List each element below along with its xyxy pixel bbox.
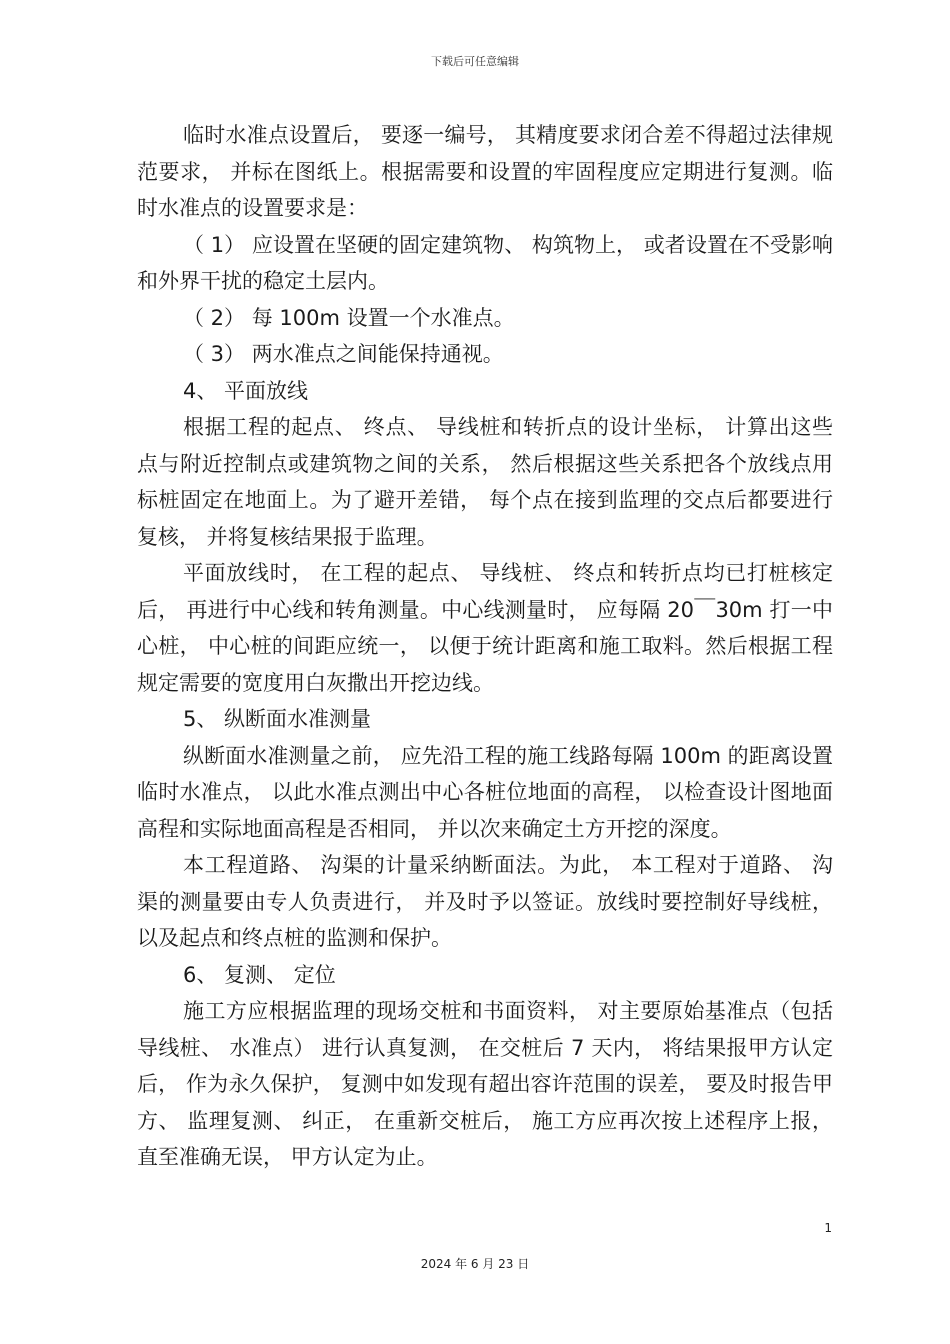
- paragraph-benchmark-setup: 临时水准点设置后， 要逐一编号， 其精度要求闭合差不得超过法律规范要求， 并标在图纸上。根据需要和设置的牢固程度应定期进行复测。临时水准点的设置要求是：: [137, 123, 833, 220]
- page-header: 下载后可任意编辑: [431, 55, 519, 68]
- list-item-2: （ 2） 每 100m 设置一个水准点。: [183, 305, 515, 330]
- page-number: 1: [824, 1221, 832, 1235]
- section-heading-6: 6、 复测、 定位: [183, 962, 336, 987]
- page-footer-date: 2024 年 6 月 23 日: [420, 1257, 530, 1271]
- list-item-1: （ 1） 应设置在坚硬的固定建筑物、 构筑物上， 或者设置在不受影响和外界干扰的稳定土层内。: [137, 232, 833, 293]
- paragraph-resurvey: 施工方应根据监理的现场交桩和书面资料， 对主要原始基准点（包括导线桩、 水准点） 进行认真复测， 在交桩后 7 天内， 将结果报甲方认定后， 作为永久保护， 复测中如发现有超出容许范围的误差， 要及时报告甲方、 监理复测、 纠正， 在重新交桩后， 施工方应再次按上述程序上报， 直至准确无误， 甲方认定为止。: [137, 999, 833, 1169]
- paragraph-measurement-method: 本工程道路、 沟渠的计量采纳断面法。为此， 本工程对于道路、 沟渠的测量要由专人负责进行， 并及时予以签证。放线时要控制好导线桩， 以及起点和终点桩的监测和保护。: [137, 853, 833, 950]
- section-heading-4: 4、 平面放线: [183, 378, 309, 403]
- paragraph-plan-layout: 根据工程的起点、 终点、 导线桩和转折点的设计坐标， 计算出这些点与附近控制点或建筑物之间的关系， 然后根据这些关系把各个放线点用标桩固定在地面上。为了避开差错， 每个点在接到监理的交点后都要进行复核， 并将复核结果报于监理。: [137, 415, 833, 549]
- paragraph-profile-leveling: 纵断面水准测量之前， 应先沿工程的施工线路每隔 100m 的距离设置临时水准点， 以此水准点测出中心各桩位地面的高程， 以检查设计图地面高程和实际地面高程是否相同， 并以次来确定土方开挖的深度。: [137, 743, 833, 841]
- section-heading-5: 5、 纵断面水准测量: [183, 707, 372, 731]
- paragraph-centerline-survey: 平面放线时， 在工程的起点、 导线桩、 终点和转折点均已打桩核定后， 再进行中心线和转角测量。中心线测量时， 应每隔 20￣30m 打一中心桩， 中心桩的间距应统一， 以便于统计距离和施工取料。然后根据工程规定需要的宽度用白灰撒出开挖边线。: [137, 561, 833, 695]
- list-item-3: （ 3） 两水准点之间能保持通视。: [183, 342, 504, 366]
- document-body: [137, 117, 833, 1176]
